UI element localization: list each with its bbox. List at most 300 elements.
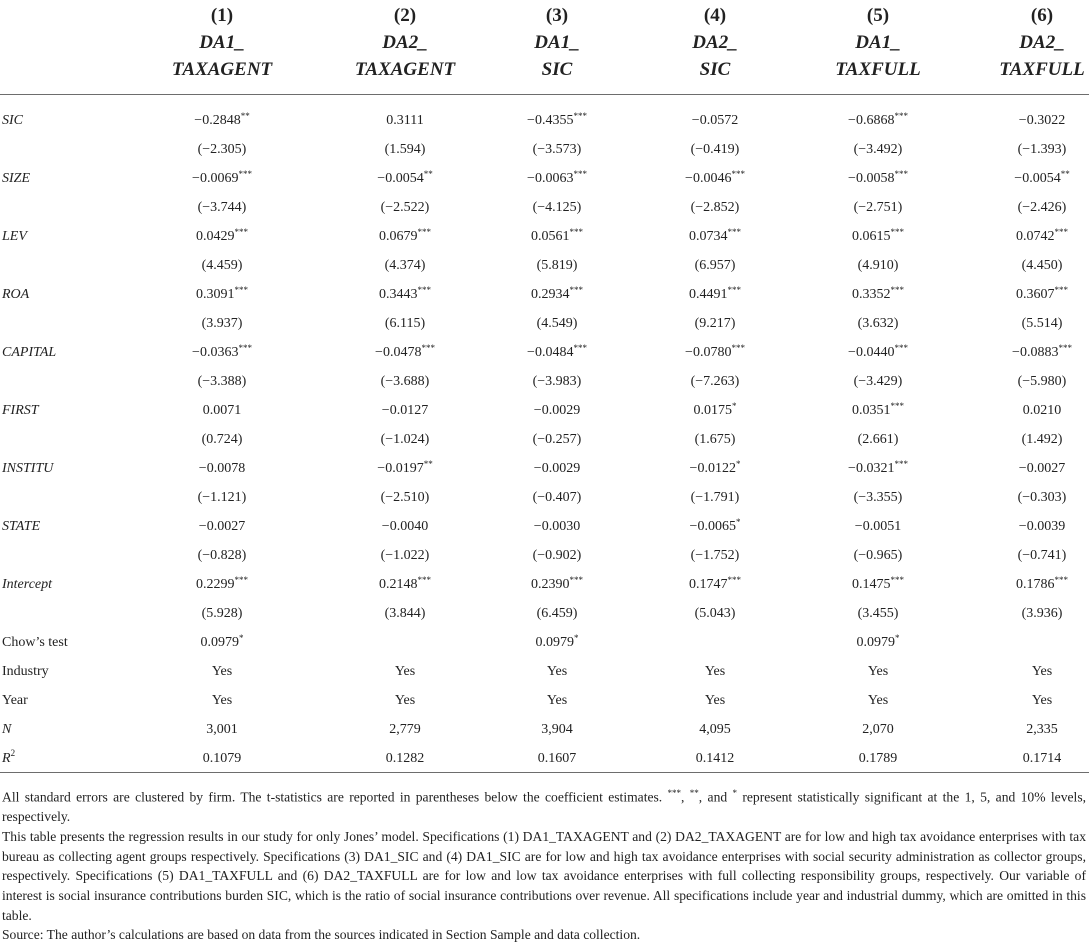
table-cell [803,135,953,164]
table-cell [482,222,632,251]
significance-stars: *** [894,343,908,353]
table-cell [640,715,790,744]
table-cell [803,425,953,454]
cell-value: (−0.902) [532,548,582,563]
cell-value: (−0.303) [1017,490,1067,505]
significance-stars: *** [890,227,904,237]
cell-value: (0.724) [201,432,243,447]
table-cell [640,280,790,309]
significance-stars: *** [890,575,904,585]
table-cell [803,686,953,715]
table-cell [147,164,297,193]
table-cell [330,570,480,599]
table-cell [482,367,632,396]
table-row [0,396,1089,425]
cell-value: −0.0027 [198,519,246,534]
cell-value: (3.937) [201,316,243,331]
table-cell [147,715,297,744]
table-row [0,744,1089,773]
table-cell [803,251,953,280]
table-cell [803,222,953,251]
cell-value: −0.0440 [848,345,895,360]
table-cell [147,570,297,599]
cell-value: Yes [867,693,889,708]
significance-stars: *** [731,169,745,179]
cell-value: (−3.573) [532,142,582,157]
cell-value: (−2.751) [853,200,903,215]
significance-stars: ** [423,169,433,179]
note-source: Source: The author’s calculations are based on data from the sources indicated in Section Sample and data collection. [2,927,641,943]
table-cell [482,686,632,715]
column-title-line1: DA2_ [382,32,428,53]
table-row [0,425,1089,454]
cell-value: (9.217) [694,316,736,331]
row-label-text: FIRST [2,403,39,418]
table-cell [147,367,297,396]
significance-stars: *** [569,227,583,237]
table-cell [482,309,632,338]
table-cell [640,106,790,135]
significance-stars: ** [423,459,433,469]
table-cell [482,251,632,280]
table-cell [967,657,1089,686]
cell-value: 0.0734 [689,229,728,244]
table-cell [147,599,297,628]
column-header [330,0,480,94]
cell-value: (−0.741) [1017,548,1067,563]
significance-stars: *** [727,285,741,295]
cell-value: −0.0078 [198,461,246,476]
significance-stars: *** [1054,227,1068,237]
row-label-text: R [2,751,11,766]
table-cell [147,135,297,164]
cell-value: 0.3111 [386,113,424,128]
cell-value: (3.455) [857,606,899,621]
table-cell [147,541,297,570]
table-cell [147,280,297,309]
table-cell [330,512,480,541]
table-cell [330,280,480,309]
cell-value: Yes [394,693,416,708]
table-cell [803,570,953,599]
cell-value: 3,001 [206,722,238,737]
cell-value: −0.0046 [685,171,732,186]
cell-value: Yes [211,693,233,708]
header-rule [0,94,1089,95]
cell-value: 0.4491 [689,287,728,302]
table-cell [330,135,480,164]
table-cell [640,135,790,164]
cell-value: 0.0210 [1022,403,1062,418]
cell-value: Yes [867,664,889,679]
column-title-line2: SIC [541,59,573,80]
cell-value: (−2.305) [197,142,247,157]
table-cell [967,512,1089,541]
significance-stars: *** [573,169,587,179]
cell-value: −0.0058 [848,171,895,186]
table-row [0,338,1089,367]
table-cell [803,744,953,773]
significance-stars: * [895,633,900,643]
table-cell [330,106,480,135]
table-cell [967,193,1089,222]
cell-value: 0.1412 [695,751,735,766]
table-cell [967,715,1089,744]
row-label [2,657,49,686]
table-cell [967,454,1089,483]
table-cell [803,338,953,367]
table-cell [482,338,632,367]
significance-stars: * [735,459,741,469]
cell-value: −0.0197 [377,461,424,476]
cell-value: (−3.688) [380,374,430,389]
table-row [0,512,1089,541]
significance-stars: *** [417,285,431,295]
cell-value: −0.6868 [848,113,895,128]
cell-value: 0.1282 [385,751,425,766]
table-cell [482,164,632,193]
cell-value: −0.2848 [194,113,241,128]
cell-value: (−7.263) [690,374,740,389]
table-cell [803,396,953,425]
cell-value: −0.0027 [1018,461,1066,476]
row-label-text: SIC [2,113,23,128]
row-label-text: CAPITAL [2,345,57,360]
table-cell [967,338,1089,367]
table-cell [147,106,297,135]
cell-value: −0.0054 [1014,171,1061,186]
column-header [640,0,790,94]
cell-value: (6.115) [384,316,426,331]
cell-value: (−4.125) [532,200,582,215]
cell-value: 0.2390 [531,577,570,592]
column-header [803,0,953,94]
cell-value: Yes [1031,693,1053,708]
row-label [2,454,53,483]
table-cell [803,541,953,570]
table-row [0,164,1089,193]
table-cell [640,570,790,599]
column-title-line2: TAXFULL [999,59,1085,80]
table-cell [330,367,480,396]
table-cell [482,280,632,309]
significance-stars: *** [421,343,435,353]
column-header [147,0,297,94]
cell-value: (−0.965) [853,548,903,563]
table-cell [803,483,953,512]
table-cell [640,338,790,367]
cell-value: Yes [704,664,726,679]
row-label-text: ROA [2,287,30,302]
significance-stars: *** [1054,285,1068,295]
table-cell [147,657,297,686]
table-cell [967,744,1089,773]
table-cell [967,367,1089,396]
cell-value: (2.661) [857,432,899,447]
cell-value: (−5.980) [1017,374,1067,389]
cell-value: −0.0478 [375,345,422,360]
row-label-text: SIZE [2,171,30,186]
table-cell [330,251,480,280]
cell-value: Yes [211,664,233,679]
significance-stars: *** [731,343,745,353]
column-title-line2: TAXAGENT [171,59,273,80]
column-number: (3) [545,5,569,26]
row-label [2,744,15,773]
row-label [2,106,23,135]
cell-value: (−1.791) [690,490,740,505]
column-number: (5) [866,5,890,26]
row-label [2,570,52,599]
cell-value: Yes [704,693,726,708]
row-label-text: Year [2,693,28,708]
cell-value: (−3.983) [532,374,582,389]
table-cell [482,628,632,657]
table-cell [967,280,1089,309]
table-header [0,0,1089,94]
table-cell [147,483,297,512]
cell-value: (4.910) [857,258,899,273]
table-row [0,541,1089,570]
table-bottom-rule [0,772,1089,773]
cell-value: −0.0122 [689,461,736,476]
cell-value: Yes [546,664,568,679]
cell-value: (−0.407) [532,490,582,505]
table-cell [640,599,790,628]
cell-value: (5.043) [694,606,736,621]
significance-stars: * [735,517,741,527]
cell-value: −0.3022 [1018,113,1066,128]
table-row [0,483,1089,512]
table-cell [967,135,1089,164]
significance-stars: *** [894,459,908,469]
cell-value: −0.0029 [533,403,581,418]
cell-value: (−2.426) [1017,200,1067,215]
table-cell [330,396,480,425]
table-cell [640,164,790,193]
cell-value: −0.0484 [527,345,574,360]
table-row [0,686,1089,715]
table-cell [803,309,953,338]
cell-value: −0.0883 [1012,345,1059,360]
cell-value: (5.514) [1021,316,1063,331]
cell-value: 2,070 [862,722,894,737]
row-label [2,338,56,367]
cell-value: (1.492) [1021,432,1063,447]
cell-value: −0.0065 [689,519,736,534]
row-label-text: Chow’s test [2,635,68,650]
table-row [0,251,1089,280]
table-cell [482,512,632,541]
table-cell [482,570,632,599]
cell-value: Yes [1031,664,1053,679]
table-cell [330,483,480,512]
cell-value: −0.0321 [848,461,895,476]
table-cell [803,512,953,541]
table-cell [147,512,297,541]
column-header [967,0,1089,94]
table-row [0,222,1089,251]
cell-value: 2,779 [389,722,421,737]
table-notes [2,784,1086,945]
table-row [0,367,1089,396]
cell-value: (−2.522) [380,200,430,215]
cell-value: −0.4355 [527,113,574,128]
row-label [2,222,27,251]
cell-value: (−1.393) [1017,142,1067,157]
cell-value: (−2.852) [690,200,740,215]
significance-stars: *** [238,343,252,353]
table-cell [803,164,953,193]
significance-stars: ** [240,111,250,121]
significance-stars: *** [234,227,248,237]
cell-value: (−1.022) [380,548,430,563]
cell-value: 0.2148 [379,577,418,592]
table-cell [147,338,297,367]
table-cell [640,222,790,251]
table-cell [967,483,1089,512]
row-label [2,164,30,193]
significance-stars: * [574,633,579,643]
cell-value: (−3.388) [197,374,247,389]
table-cell [147,744,297,773]
cell-value: −0.0051 [854,519,902,534]
significance-stars: *** [238,169,252,179]
table-cell [640,454,790,483]
column-title-line2: TAXAGENT [354,59,456,80]
table-cell [482,106,632,135]
note-description: This table presents the regression results in our study for only Jones’ model. Specifications (1) DA1_TAXAGENT and (2) DA2_TAXAGENT are for low and high tax avoidance enterprises with tax bureau as collecting agent groups respectively. Specifications (3) DA1_SIC and (4) DA1_SIC are for low and high tax avoidance enterprises with social security administration as collector groups, respectively. Specifications (5) DA1_TAXFULL and (6) DA2_TAXFULL are for low and low tax avoidance enterprises with full collecting responsibility groups, respectively. Our variable of interest is social insurance contributions burden SIC, which is the ratio of social insurance contributions over revenue. All specifications include year and industrial dummy, which are omitted in this table. [2,828,1086,923]
table-cell [803,657,953,686]
table-cell [482,657,632,686]
table-cell [640,657,790,686]
cell-value: Yes [546,693,568,708]
table-cell [330,541,480,570]
row-label [2,280,29,309]
table-cell [482,715,632,744]
significance-stars: ** [1060,169,1070,179]
note-significance: All standard errors are clustered by firm. The t-statistics are reported in parentheses below the coefficient estimates. ***, **, and * represent statistically significant at the 1, 5, and 10% levels, respectively. [2,788,1087,825]
row-label-superscript: 2 [10,748,16,758]
cell-value: −0.0063 [527,171,574,186]
cell-value: (1.675) [694,432,736,447]
cell-value: 0.1747 [689,577,728,592]
cell-value: −0.0572 [691,113,739,128]
cell-value: −0.0039 [1018,519,1066,534]
table-cell [330,715,480,744]
table-cell [640,367,790,396]
table-cell [330,657,480,686]
table-cell [330,338,480,367]
table-cell [482,454,632,483]
cell-value: 2,335 [1026,722,1058,737]
table-cell [640,512,790,541]
cell-value: −0.0029 [533,461,581,476]
cell-value: (−3.744) [197,200,247,215]
significance-stars: *** [569,285,583,295]
table-cell [967,425,1089,454]
table-cell [967,222,1089,251]
cell-value: 0.0679 [379,229,418,244]
significance-stars: *** [1054,575,1068,585]
table-cell [330,425,480,454]
table-cell [147,686,297,715]
cell-value: 0.2934 [531,287,570,302]
table-cell [147,454,297,483]
table-cell [330,193,480,222]
cell-value: (6.957) [694,258,736,273]
row-label [2,512,40,541]
cell-value: (3.844) [384,606,426,621]
significance-stars: *** [727,227,741,237]
cell-value: 0.2299 [196,577,235,592]
cell-value: −0.0127 [381,403,429,418]
table-row [0,657,1089,686]
cell-value: (−1.121) [197,490,247,505]
cell-value: 0.3352 [852,287,891,302]
cell-value: 0.0429 [196,229,235,244]
table-row [0,628,1089,657]
cell-value: (5.819) [536,258,578,273]
table-cell [640,686,790,715]
cell-value: (−0.257) [532,432,582,447]
table-cell [640,309,790,338]
column-title-line1: DA2_ [692,32,738,53]
column-number: (6) [1030,5,1054,26]
table-cell [147,309,297,338]
table-cell [482,396,632,425]
row-label [2,715,11,744]
row-label-text: Industry [2,664,49,679]
significance-stars: *** [890,401,904,411]
cell-value: 3,904 [541,722,573,737]
table-cell [640,193,790,222]
cell-value: 0.0351 [852,403,891,418]
table-cell [967,570,1089,599]
significance-stars: *** [1058,343,1072,353]
significance-stars: *** [573,111,587,121]
table-cell [803,454,953,483]
cell-value: 0.1714 [1022,751,1062,766]
table-row [0,599,1089,628]
significance-stars: *** [417,227,431,237]
cell-value: (4.374) [384,258,426,273]
table-cell [330,454,480,483]
cell-value: (−2.510) [380,490,430,505]
cell-value: 0.0615 [852,229,891,244]
cell-value: −0.0040 [381,519,429,534]
table-cell [967,686,1089,715]
table-cell [147,193,297,222]
significance-stars: *** [569,575,583,585]
table-row [0,454,1089,483]
table-cell [967,309,1089,338]
table-cell [147,628,297,657]
table-cell [330,744,480,773]
cell-value: −0.0069 [192,171,239,186]
cell-value: (3.936) [1021,606,1063,621]
cell-value: (3.632) [857,316,899,331]
table-cell [147,222,297,251]
significance-stars: *** [890,285,904,295]
significance-stars: *** [727,575,741,585]
row-label [2,686,28,715]
cell-value: 0.3443 [379,287,418,302]
table-cell [640,541,790,570]
cell-value: (−3.355) [853,490,903,505]
cell-value: −0.0030 [533,519,581,534]
table-cell [803,628,953,657]
